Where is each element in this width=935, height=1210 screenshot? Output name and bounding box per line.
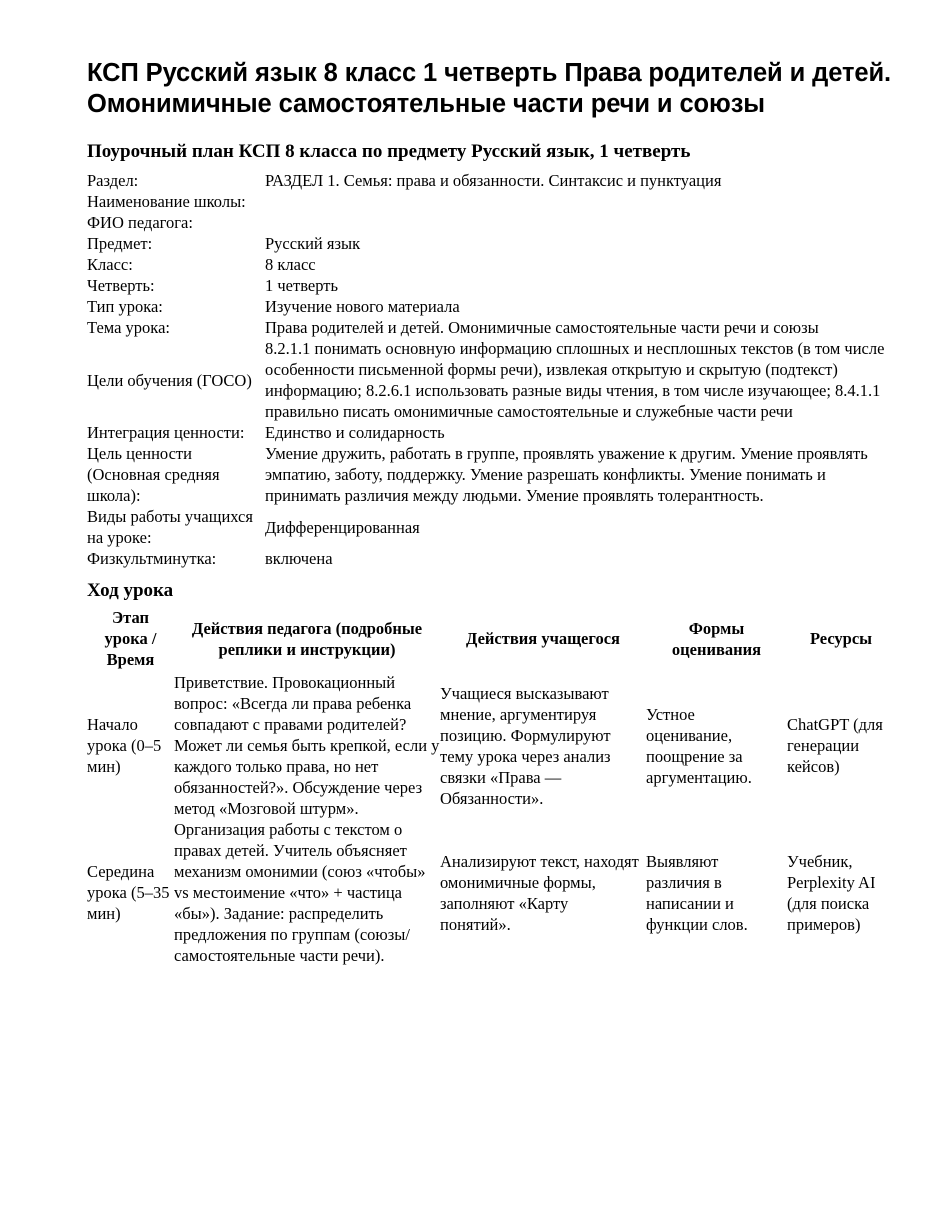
info-key: Наименование школы: [87, 192, 246, 211]
info-value: Изучение нового материала [265, 297, 460, 316]
cell-student: Учащиеся высказывают мнение, аргументируя позицию. Формулируют тему урока через анализ связки «Права — Обязанности». [440, 683, 611, 808]
info-key: Цель ценности (Основная средняя школа): [87, 444, 220, 505]
info-key: Интеграция ценности: [87, 423, 245, 442]
info-row [87, 275, 895, 296]
cell-resources: ChatGPT (для генерации кейсов) [787, 715, 883, 776]
header-teacher: Действия педагога (подробные реплики и инструкции) [191, 618, 423, 659]
header-student: Действия учащегося [466, 629, 620, 648]
plan-subtitle: Поурочный план КСП 8 класса по предмету Русский язык, 1 четверть [87, 141, 691, 162]
info-value: РАЗДЕЛ 1. Семья: права и обязанности. Синтаксис и пунктуация [265, 171, 722, 190]
cell-teacher: Организация работы с текстом о правах детей. Учитель объясняет механизм омонимии (союз «чтобы» vs местоимение «что» + частица «бы»). Задание: распределить предложения по группам (союзы/самостоятельные части речи). [174, 820, 426, 965]
info-row [87, 296, 895, 317]
info-row [87, 338, 895, 422]
info-row [87, 317, 895, 338]
info-value [265, 191, 895, 212]
table-row [87, 819, 895, 966]
info-key: Раздел: [87, 171, 139, 190]
info-key: Тип урока: [87, 297, 163, 316]
cell-teacher: Приветствие. Провокационный вопрос: «Всегда ли права ребенка совпадают с правами родителей? Может ли семья быть крепкой, если у каждого только права, но нет обязанностей?». Обсуждение через метод «Мозговой штурм». [174, 673, 440, 818]
info-row [87, 506, 895, 548]
info-row [87, 443, 895, 506]
info-row [87, 191, 895, 212]
info-key: Тема урока: [87, 318, 170, 337]
table-header-row [87, 607, 895, 672]
lesson-flow-table [87, 607, 895, 966]
info-row [87, 212, 895, 233]
info-row [87, 170, 895, 191]
info-value: 1 четверть [265, 276, 338, 295]
info-key: Цели обучения (ГОСО) [87, 370, 252, 390]
document-title: КСП Русский язык 8 класс 1 четверть Права родителей и детей. Омонимичные самостоятельные части речи и союзы [87, 59, 892, 118]
info-value: включена [265, 549, 333, 568]
header-assessment: Формы оценивания [671, 618, 762, 659]
info-row [87, 233, 895, 254]
info-row [87, 254, 895, 275]
info-key: Физкультминутка: [87, 549, 217, 568]
cell-student: Анализируют текст, находят омонимичные формы, заполняют «Карту понятий». [440, 851, 639, 934]
table-row [87, 672, 895, 819]
info-key: Четверть: [87, 276, 155, 295]
cell-resources: Учебник, Perplexity AI (для поиска примеров) [787, 851, 876, 934]
cell-stage: Начало урока (0–5 мин) [87, 715, 162, 776]
header-stage: Этап урока / Время [104, 608, 157, 669]
info-value: Дифференцированная [265, 517, 420, 537]
info-value: 8 класс [265, 255, 316, 274]
info-row [87, 422, 895, 443]
info-value: 8.2.1.1 понимать основную информацию сплошных и несплошных текстов (в том числе особенности письменной формы речи), извлекая открытую и скрытую (подтекст) информацию; 8.2.6.1 использовать разные виды чтения, в том числе изучающее; 8.4.1.1 правильно писать омонимичные самостоятельные и служебные части речи [265, 339, 885, 421]
header-resources: Ресурсы [809, 629, 873, 648]
info-value: Единство и солидарность [265, 423, 445, 442]
info-value: Русский язык [265, 234, 361, 253]
info-value [265, 212, 895, 233]
info-value: Права родителей и детей. Омонимичные самостоятельные части речи и союзы [265, 318, 819, 337]
cell-stage: Середина урока (5–35 мин) [87, 862, 170, 923]
info-key: Виды работы учащихся на уроке: [87, 507, 253, 547]
section-heading: Ход урока [87, 580, 174, 601]
info-key: ФИО педагога: [87, 213, 193, 232]
document-page [87, 58, 895, 966]
cell-assessment: Выявляют различия в написании и функции слов. [646, 851, 748, 934]
info-key: Предмет: [87, 234, 153, 253]
info-row [87, 548, 895, 569]
info-key: Класс: [87, 255, 133, 274]
cell-assessment: Устное оценивание, поощрение за аргументацию. [646, 704, 752, 787]
lesson-info-table [87, 170, 895, 569]
info-value: Умение дружить, работать в группе, проявлять уважение к другим. Умение проявлять эмпатию, заботу, поддержку. Умение разрешать конфликты. Умение понимать и принимать различия между людьми. Умение проявлять толерантность. [265, 444, 868, 505]
